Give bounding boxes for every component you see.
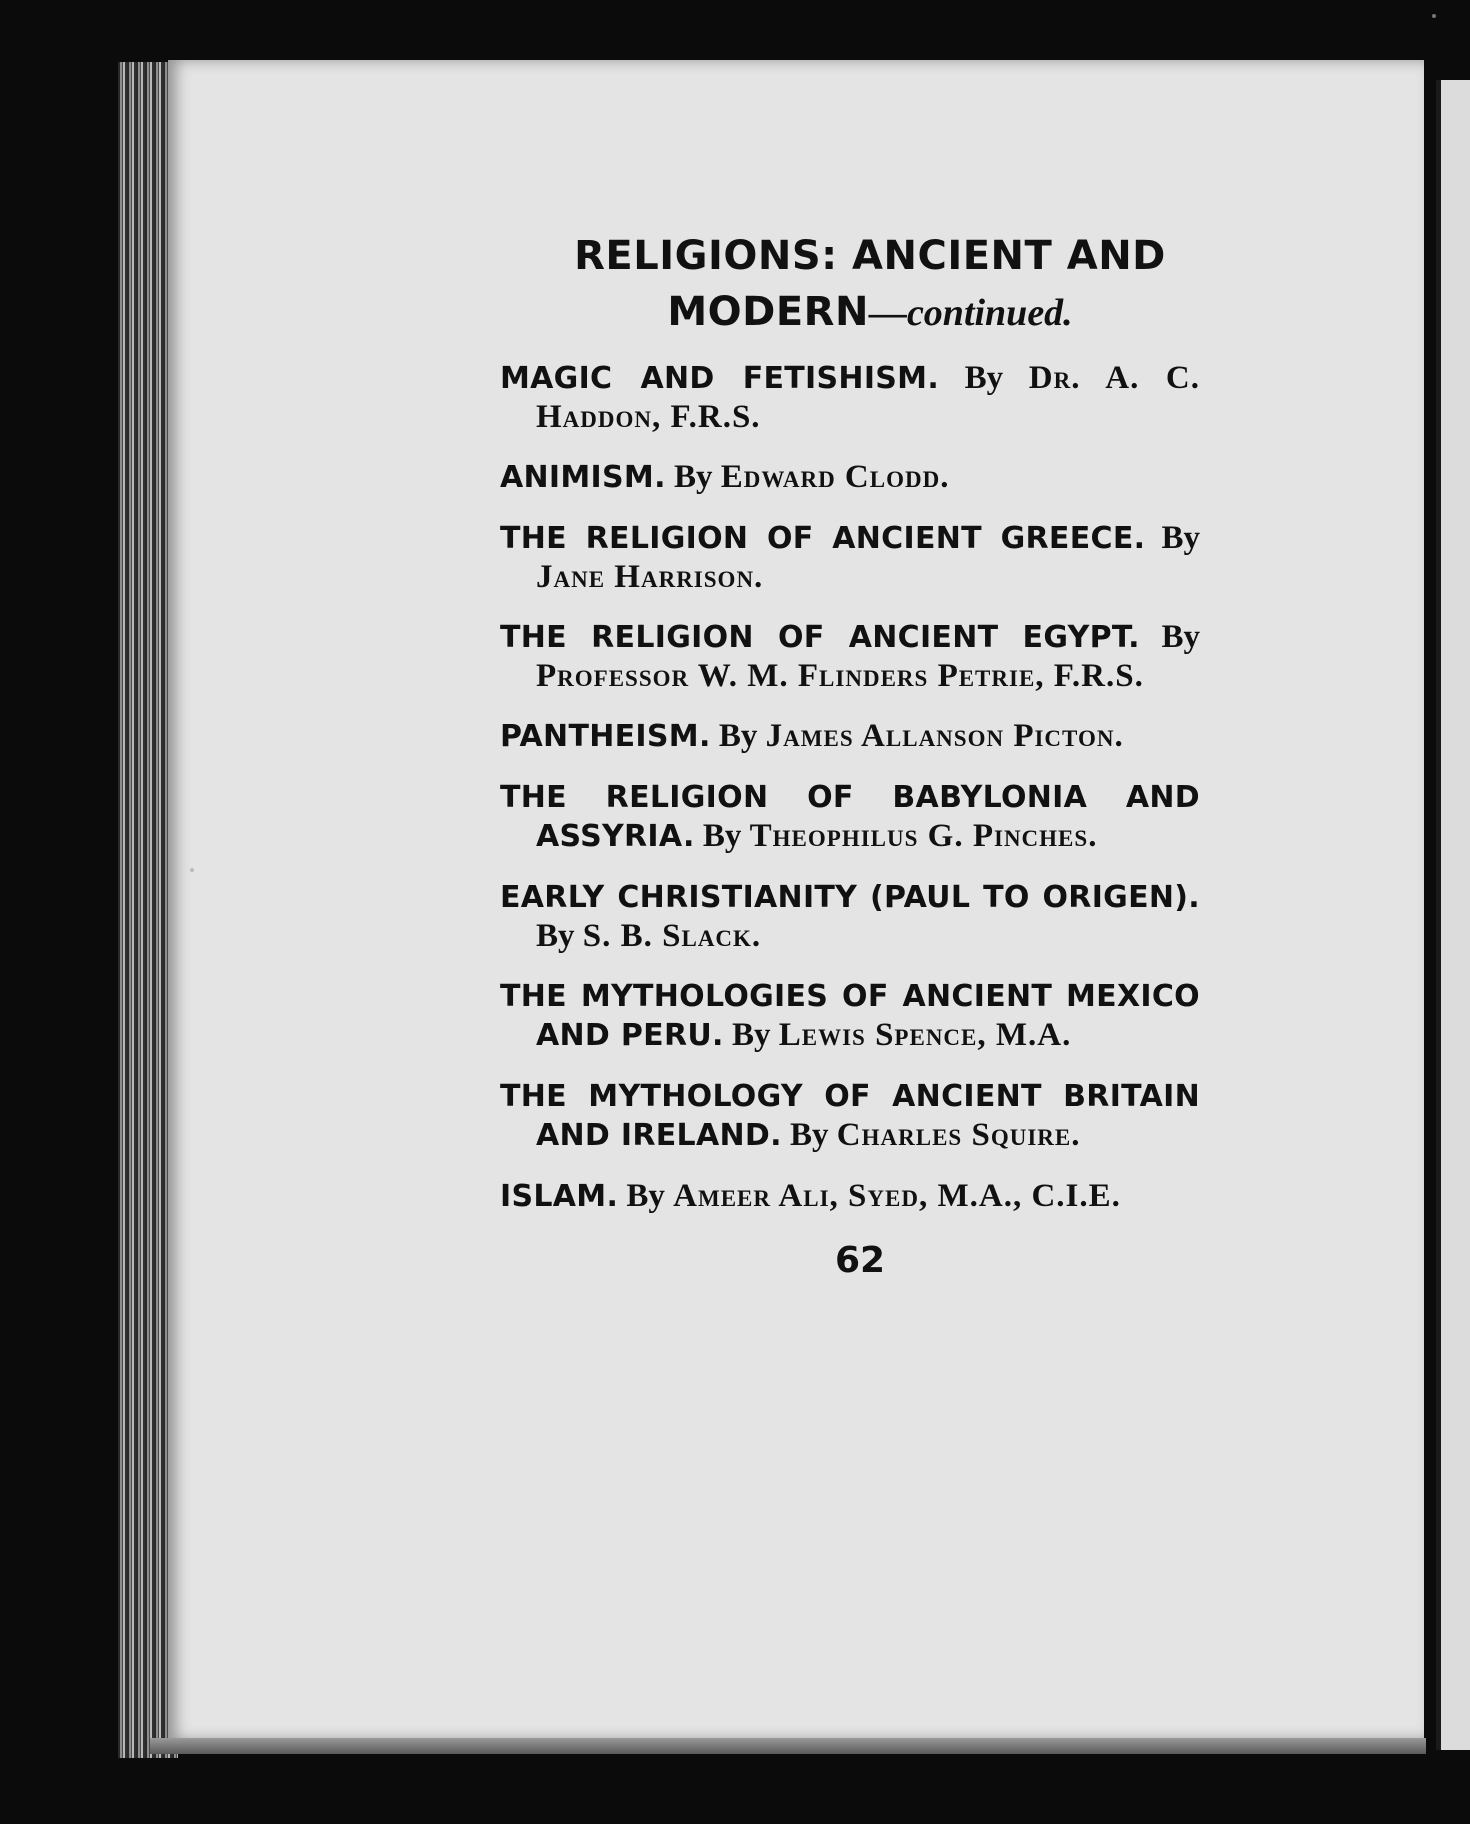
by-label: By bbox=[626, 1178, 665, 1214]
book-author: Jane Harrison. bbox=[536, 559, 764, 595]
book-author: S. B. Slack. bbox=[582, 918, 762, 954]
book-author: Professor W. M. Flinders Petrie, F.R.S. bbox=[536, 658, 1144, 694]
running-head-line2 bbox=[540, 284, 1200, 341]
book-title: ANIMISM. bbox=[500, 460, 666, 495]
by-label: By bbox=[1161, 619, 1200, 655]
running-head-line1: RELIGIONS: ANCIENT AND bbox=[574, 233, 1166, 279]
book-entry bbox=[500, 1177, 1200, 1216]
book-entry bbox=[500, 519, 1200, 596]
page-bottom-edge bbox=[150, 1738, 1426, 1754]
book-entry bbox=[500, 1077, 1200, 1155]
book-title: THE MYTHOLOGY OF ANCIENT BRITAIN AND IRELAND. bbox=[500, 1079, 1200, 1153]
facing-page-edge bbox=[1436, 80, 1470, 1750]
by-label: By bbox=[674, 459, 713, 495]
book-title: THE RELIGION OF ANCIENT GREECE. bbox=[500, 521, 1146, 556]
dust-speck bbox=[1432, 14, 1436, 18]
book-entry bbox=[500, 618, 1200, 695]
book-title: THE RELIGION OF BABYLONIA AND ASSYRIA. bbox=[500, 780, 1200, 854]
book-entry bbox=[500, 778, 1200, 856]
book-entry bbox=[500, 458, 1200, 497]
book-author: Edward Clodd. bbox=[720, 459, 950, 495]
by-label: By bbox=[790, 1117, 829, 1153]
book-author: James Allanson Picton. bbox=[765, 718, 1124, 754]
running-head-continued: —continued. bbox=[868, 292, 1073, 334]
book-title: PANTHEISM. bbox=[500, 719, 711, 754]
book-title: THE RELIGION OF ANCIENT EGYPT. bbox=[500, 620, 1140, 655]
by-label: By bbox=[731, 1017, 771, 1053]
book-entry bbox=[500, 717, 1200, 756]
book-title: THE MYTHOLOGIES OF ANCIENT MEXICO AND PERU. bbox=[500, 979, 1200, 1053]
by-label: By bbox=[718, 718, 758, 754]
book-author: Lewis Spence, M.A. bbox=[778, 1017, 1072, 1053]
running-head bbox=[540, 228, 1200, 341]
book-author: Dr. A. C. Haddon, F.R.S. bbox=[536, 360, 1201, 435]
by-label: By bbox=[964, 360, 1004, 396]
book-entry bbox=[500, 878, 1200, 955]
book-entry bbox=[500, 977, 1200, 1055]
book-author: Theophilus G. Pinches. bbox=[749, 818, 1098, 854]
by-label: By bbox=[1161, 520, 1201, 556]
book-author: Charles Squire. bbox=[836, 1117, 1081, 1153]
dust-speck bbox=[190, 868, 194, 872]
page-number: 62 bbox=[834, 1240, 886, 1281]
running-head-main: MODERN bbox=[667, 289, 869, 335]
by-label: By bbox=[536, 918, 575, 954]
page-content bbox=[500, 228, 1200, 1281]
book-entry bbox=[500, 359, 1200, 436]
book-title: EARLY CHRISTIANITY (PAUL TO ORIGEN). bbox=[500, 880, 1200, 915]
book-author: Ameer Ali, Syed, M.A., C.I.E. bbox=[673, 1178, 1121, 1214]
book-title: ISLAM. bbox=[500, 1179, 619, 1214]
by-label: By bbox=[702, 818, 742, 854]
book-title: MAGIC AND FETISHISM. bbox=[500, 361, 940, 396]
